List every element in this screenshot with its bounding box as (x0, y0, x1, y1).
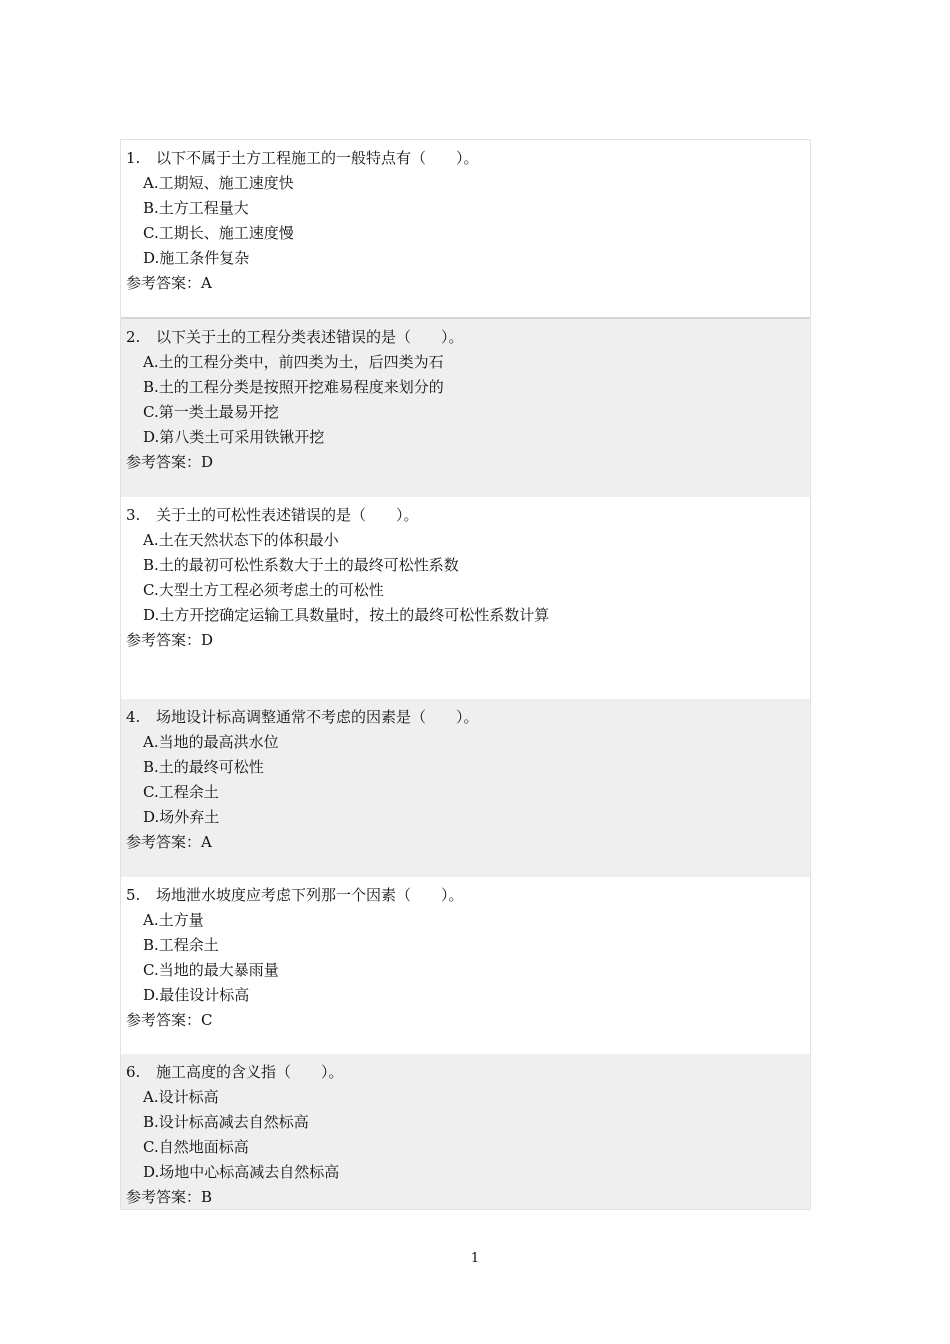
answer-value: A (201, 274, 212, 292)
question-3 (121, 497, 810, 699)
answer-label: 参考答案： (126, 833, 202, 851)
question-6 (121, 1054, 810, 1209)
option-d: D.场外弃土 (143, 808, 220, 826)
answer-label: 参考答案： (126, 453, 202, 471)
question-number: 3. (126, 506, 141, 524)
option-a: A.土的工程分类中，前四类为土，后四类为石 (143, 353, 444, 371)
option-d: D.土方开挖确定运输工具数量时，按土的最终可松性系数计算 (143, 606, 550, 624)
option-a: A.土方量 (143, 911, 204, 929)
question-number: 6. (126, 1063, 141, 1081)
question-text: 施工高度的含义指（ ）。 (156, 1063, 344, 1081)
option-a: A.土在天然状态下的体积最小 (143, 531, 339, 549)
reference-answer (126, 271, 810, 296)
answer-value: B (201, 1188, 213, 1206)
option-b: B.设计标高减去自然标高 (143, 1113, 309, 1131)
reference-answer (126, 628, 810, 653)
option-d: D.施工条件复杂 (143, 249, 250, 267)
question-stem (126, 883, 810, 908)
question-number: 2. (126, 328, 141, 346)
question-number: 1. (126, 149, 141, 167)
question-5 (121, 877, 810, 1054)
reference-answer (126, 830, 810, 855)
question-text: 场地泄水坡度应考虑下列那一个因素（ ）。 (156, 886, 464, 904)
option-c: C.工程余土 (143, 783, 219, 801)
question-1 (121, 140, 810, 317)
answer-value: C (201, 1011, 213, 1029)
option-b: B.土的最初可松性系数大于土的最终可松性系数 (143, 556, 459, 574)
option-c: C.工期长、施工速度慢 (143, 224, 294, 242)
question-number: 4. (126, 708, 141, 726)
question-text: 以下关于土的工程分类表述错误的是（ ）。 (156, 328, 464, 346)
question-4 (121, 699, 810, 877)
option-b: B.土方工程量大 (143, 199, 249, 217)
page-number: 1 (470, 1251, 480, 1266)
option-c: C.大型土方工程必须考虑土的可松性 (143, 581, 384, 599)
question-stem (126, 146, 810, 171)
question-stem (126, 325, 810, 350)
option-b: B.土的工程分类是按照开挖难易程度来划分的 (143, 378, 444, 396)
question-list (120, 139, 811, 1210)
answer-value: A (201, 833, 212, 851)
option-a: A.工期短、施工速度快 (143, 174, 294, 192)
question-number: 5. (126, 886, 141, 904)
reference-answer (126, 1008, 810, 1033)
reference-answer (126, 450, 810, 475)
option-c: C.自然地面标高 (143, 1138, 249, 1156)
option-c: C.当地的最大暴雨量 (143, 961, 279, 979)
reference-answer (126, 1185, 810, 1210)
answer-value: D (201, 453, 214, 471)
option-d: D.场地中心标高减去自然标高 (143, 1163, 340, 1181)
question-text: 场地设计标高调整通常不考虑的因素是（ ）。 (156, 708, 479, 726)
answer-label: 参考答案： (126, 631, 202, 649)
question-stem (126, 503, 810, 528)
option-d: D.第八类土可采用铁锹开挖 (143, 428, 325, 446)
option-a: A.当地的最高洪水位 (143, 733, 279, 751)
option-b: B.土的最终可松性 (143, 758, 264, 776)
question-stem (126, 1060, 810, 1085)
answer-label: 参考答案： (126, 274, 202, 292)
answer-value: D (201, 631, 214, 649)
question-2 (121, 317, 810, 497)
option-c: C.第一类土最易开挖 (143, 403, 279, 421)
question-stem (126, 705, 810, 730)
question-text: 关于土的可松性表述错误的是（ ）。 (156, 506, 419, 524)
option-a: A.设计标高 (143, 1088, 219, 1106)
option-d: D.最佳设计标高 (143, 986, 250, 1004)
option-b: B.工程余土 (143, 936, 219, 954)
answer-label: 参考答案： (126, 1188, 202, 1206)
answer-label: 参考答案： (126, 1011, 202, 1029)
question-text: 以下不属于土方工程施工的一般特点有（ ）。 (156, 149, 479, 167)
